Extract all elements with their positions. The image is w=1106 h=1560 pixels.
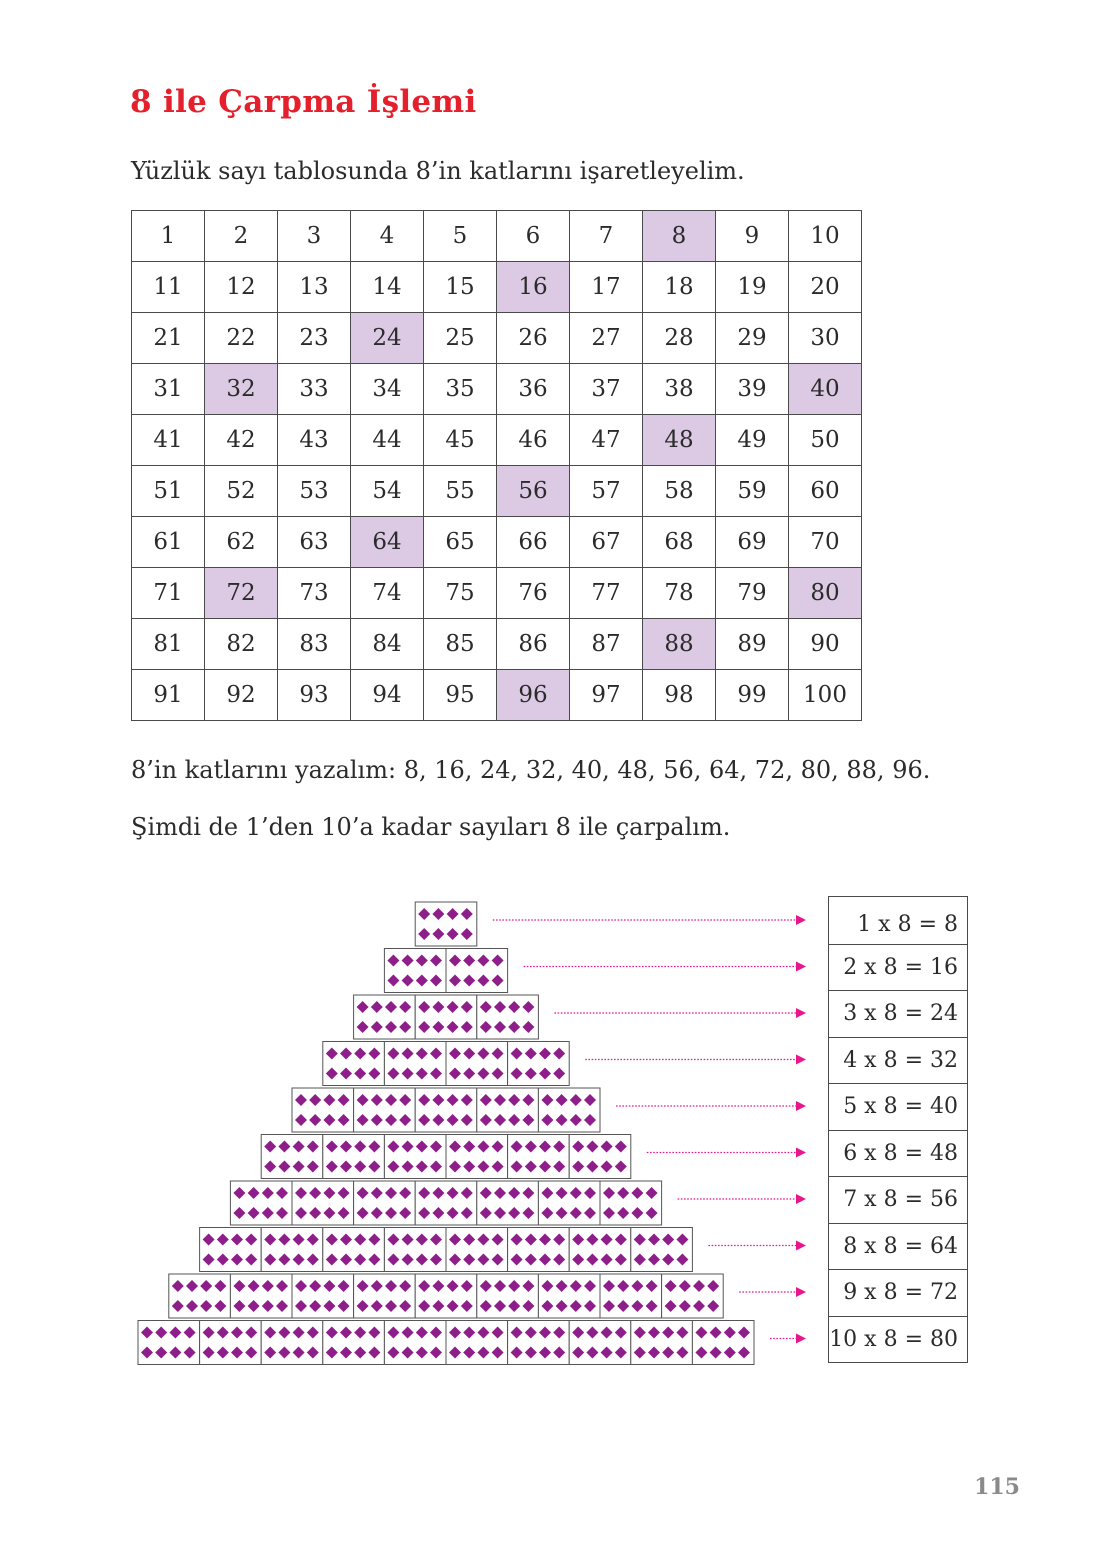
grid-cell: 74 xyxy=(351,568,424,619)
arrow-icon xyxy=(524,962,806,972)
grid-cell: 82 xyxy=(205,619,278,670)
pyramid-row xyxy=(354,995,806,1039)
instruction-text: Şimdi de 1’den 10’a kadar sayıları 8 ile çarpalım. xyxy=(131,813,731,841)
grid-cell-marked: 40 xyxy=(789,364,862,415)
grid-cell: 15 xyxy=(424,262,497,313)
grid-cell-marked: 96 xyxy=(497,670,570,721)
dot-block xyxy=(169,1274,231,1318)
dot-block xyxy=(631,1228,693,1272)
dot-block xyxy=(538,1088,600,1132)
grid-cell: 7 xyxy=(570,211,643,262)
dot-block xyxy=(292,1181,354,1225)
grid-cell: 99 xyxy=(716,670,789,721)
arrow-icon xyxy=(554,1008,806,1018)
grid-cell: 70 xyxy=(789,517,862,568)
dot-block xyxy=(477,1181,539,1225)
grid-cell: 60 xyxy=(789,466,862,517)
grid-cell: 26 xyxy=(497,313,570,364)
grid-cell: 41 xyxy=(132,415,205,466)
dot-block xyxy=(354,1181,416,1225)
grid-cell: 35 xyxy=(424,364,497,415)
pyramid-row xyxy=(138,1321,806,1365)
pyramid-row xyxy=(323,1042,806,1086)
result-row: 3 x 8 = 24 xyxy=(829,990,967,1037)
result-row: 8 x 8 = 64 xyxy=(829,1223,967,1270)
dot-block xyxy=(354,1088,416,1132)
arrow-icon xyxy=(647,1148,806,1158)
dot-block xyxy=(292,1274,354,1318)
dot-block xyxy=(662,1274,724,1318)
grid-cell: 13 xyxy=(278,262,351,313)
grid-cell: 78 xyxy=(643,568,716,619)
grid-cell: 65 xyxy=(424,517,497,568)
dot-block xyxy=(600,1274,662,1318)
arrow-icon xyxy=(770,1334,806,1344)
grid-cell: 59 xyxy=(716,466,789,517)
grid-cell: 92 xyxy=(205,670,278,721)
dot-block xyxy=(600,1181,662,1225)
dot-block xyxy=(569,1228,631,1272)
result-row: 1 x 8 = 8 xyxy=(857,911,958,937)
pyramid-row xyxy=(384,949,806,993)
result-row: 5 x 8 = 40 xyxy=(829,1083,967,1130)
grid-cell: 51 xyxy=(132,466,205,517)
grid-cell: 87 xyxy=(570,619,643,670)
pyramid-row xyxy=(230,1181,806,1225)
grid-cell: 12 xyxy=(205,262,278,313)
grid-cell: 85 xyxy=(424,619,497,670)
arrow-icon xyxy=(616,1101,806,1111)
grid-cell: 50 xyxy=(789,415,862,466)
grid-cell: 6 xyxy=(497,211,570,262)
grid-cell: 93 xyxy=(278,670,351,721)
grid-cell: 30 xyxy=(789,313,862,364)
grid-cell: 10 xyxy=(789,211,862,262)
grid-cell: 90 xyxy=(789,619,862,670)
grid-cell: 25 xyxy=(424,313,497,364)
grid-cell: 91 xyxy=(132,670,205,721)
arrow-icon xyxy=(585,1055,806,1065)
dot-block xyxy=(415,1274,477,1318)
multiples-text: 8’in katlarını yazalım: 8, 16, 24, 32, 40, 48, 56, 64, 72, 80, 88, 96. xyxy=(131,756,931,784)
grid-cell: 5 xyxy=(424,211,497,262)
dot-block xyxy=(415,995,477,1039)
grid-cell-marked: 64 xyxy=(351,517,424,568)
grid-cell: 68 xyxy=(643,517,716,568)
grid-cell-marked: 56 xyxy=(497,466,570,517)
arrow-icon xyxy=(678,1194,806,1204)
grid-cell: 31 xyxy=(132,364,205,415)
grid-cell: 49 xyxy=(716,415,789,466)
grid-cell: 83 xyxy=(278,619,351,670)
grid-cell: 86 xyxy=(497,619,570,670)
grid-cell: 34 xyxy=(351,364,424,415)
grid-cell: 79 xyxy=(716,568,789,619)
grid-cell: 29 xyxy=(716,313,789,364)
dot-block xyxy=(292,1088,354,1132)
grid-cell: 89 xyxy=(716,619,789,670)
grid-cell: 81 xyxy=(132,619,205,670)
dot-block xyxy=(538,1274,600,1318)
dot-block xyxy=(508,1321,570,1365)
grid-cell: 39 xyxy=(716,364,789,415)
grid-cell: 67 xyxy=(570,517,643,568)
grid-cell: 22 xyxy=(205,313,278,364)
grid-cell: 28 xyxy=(643,313,716,364)
grid-cell: 21 xyxy=(132,313,205,364)
dot-block xyxy=(477,1088,539,1132)
pyramid-row xyxy=(415,902,806,946)
grid-cell: 19 xyxy=(716,262,789,313)
pyramid-row xyxy=(169,1274,806,1318)
dot-block xyxy=(384,1042,446,1086)
dot-block xyxy=(230,1181,292,1225)
dot-block xyxy=(446,1321,508,1365)
grid-cell: 3 xyxy=(278,211,351,262)
grid-cell: 20 xyxy=(789,262,862,313)
dot-block xyxy=(323,1321,385,1365)
grid-cell: 62 xyxy=(205,517,278,568)
grid-cell: 84 xyxy=(351,619,424,670)
dot-block xyxy=(446,1042,508,1086)
grid-cell: 66 xyxy=(497,517,570,568)
pyramid-row xyxy=(292,1088,806,1132)
grid-cell: 27 xyxy=(570,313,643,364)
grid-cell: 98 xyxy=(643,670,716,721)
dot-block xyxy=(508,1228,570,1272)
dot-block xyxy=(200,1321,262,1365)
grid-cell: 18 xyxy=(643,262,716,313)
dot-block xyxy=(261,1321,323,1365)
grid-cell: 23 xyxy=(278,313,351,364)
grid-cell: 52 xyxy=(205,466,278,517)
result-row: 2 x 8 = 16 xyxy=(829,944,967,991)
dot-block xyxy=(138,1321,200,1365)
grid-cell: 61 xyxy=(132,517,205,568)
grid-cell: 4 xyxy=(351,211,424,262)
dot-block xyxy=(200,1228,262,1272)
grid-cell: 46 xyxy=(497,415,570,466)
grid-cell-marked: 48 xyxy=(643,415,716,466)
grid-cell-marked: 72 xyxy=(205,568,278,619)
page-title: 8 ile Çarpma İşlemi xyxy=(130,84,477,120)
grid-cell: 45 xyxy=(424,415,497,466)
result-row: 7 x 8 = 56 xyxy=(829,1176,967,1223)
result-row: 9 x 8 = 72 xyxy=(829,1269,967,1316)
grid-cell: 43 xyxy=(278,415,351,466)
grid-cell: 55 xyxy=(424,466,497,517)
grid-cell: 9 xyxy=(716,211,789,262)
grid-cell: 76 xyxy=(497,568,570,619)
grid-cell: 17 xyxy=(570,262,643,313)
grid-cell: 57 xyxy=(570,466,643,517)
grid-cell: 2 xyxy=(205,211,278,262)
dot-block xyxy=(569,1135,631,1179)
grid-cell-marked: 16 xyxy=(497,262,570,313)
grid-cell-marked: 8 xyxy=(643,211,716,262)
arrow-icon xyxy=(739,1287,806,1297)
grid-cell: 71 xyxy=(132,568,205,619)
results-table xyxy=(828,896,968,1363)
dot-block xyxy=(415,1088,477,1132)
grid-cell-marked: 24 xyxy=(351,313,424,364)
grid-cell: 14 xyxy=(351,262,424,313)
grid-cell: 54 xyxy=(351,466,424,517)
dot-block xyxy=(354,995,416,1039)
intro-text: Yüzlük sayı tablosunda 8’in katlarını işaretleyelim. xyxy=(131,157,745,185)
grid-cell: 42 xyxy=(205,415,278,466)
arrow-icon xyxy=(708,1241,806,1251)
dot-block xyxy=(569,1321,631,1365)
result-row: 6 x 8 = 48 xyxy=(829,1130,967,1177)
grid-cell: 36 xyxy=(497,364,570,415)
grid-cell: 73 xyxy=(278,568,351,619)
grid-cell: 44 xyxy=(351,415,424,466)
dot-block xyxy=(261,1228,323,1272)
page-number: 115 xyxy=(974,1474,1020,1500)
dot-block xyxy=(631,1321,693,1365)
grid-cell: 1 xyxy=(132,211,205,262)
dot-block xyxy=(508,1135,570,1179)
dot-block xyxy=(323,1042,385,1086)
grid-cell-marked: 88 xyxy=(643,619,716,670)
grid-cell: 63 xyxy=(278,517,351,568)
dot-block xyxy=(384,1135,446,1179)
dot-block xyxy=(477,995,539,1039)
dot-block xyxy=(384,949,446,993)
dot-block xyxy=(323,1228,385,1272)
grid-cell: 38 xyxy=(643,364,716,415)
dot-block xyxy=(446,949,508,993)
dot-block xyxy=(415,902,477,946)
grid-cell-marked: 80 xyxy=(789,568,862,619)
dot-block xyxy=(415,1181,477,1225)
dot-block xyxy=(477,1274,539,1318)
dot-block xyxy=(538,1181,600,1225)
pyramid-row xyxy=(261,1135,806,1179)
dot-block xyxy=(692,1321,754,1365)
pyramid-row xyxy=(200,1228,806,1272)
grid-cell: 97 xyxy=(570,670,643,721)
grid-cell: 58 xyxy=(643,466,716,517)
dot-block xyxy=(508,1042,570,1086)
result-row: 10 x 8 = 80 xyxy=(829,1316,967,1363)
result-row: 4 x 8 = 32 xyxy=(829,1037,967,1084)
dot-block xyxy=(230,1274,292,1318)
grid-cell: 53 xyxy=(278,466,351,517)
grid-cell: 37 xyxy=(570,364,643,415)
grid-cell: 47 xyxy=(570,415,643,466)
grid-cell: 94 xyxy=(351,670,424,721)
dot-block xyxy=(261,1135,323,1179)
dot-block xyxy=(446,1135,508,1179)
grid-cell: 11 xyxy=(132,262,205,313)
grid-cell: 95 xyxy=(424,670,497,721)
dot-block xyxy=(323,1135,385,1179)
grid-cell: 33 xyxy=(278,364,351,415)
dot-block xyxy=(446,1228,508,1272)
arrow-icon xyxy=(493,915,806,925)
grid-cell: 69 xyxy=(716,517,789,568)
dot-block xyxy=(384,1321,446,1365)
grid-cell-marked: 32 xyxy=(205,364,278,415)
dot-block xyxy=(354,1274,416,1318)
grid-cell: 75 xyxy=(424,568,497,619)
dot-block xyxy=(384,1228,446,1272)
grid-cell: 77 xyxy=(570,568,643,619)
grid-cell: 100 xyxy=(789,670,862,721)
